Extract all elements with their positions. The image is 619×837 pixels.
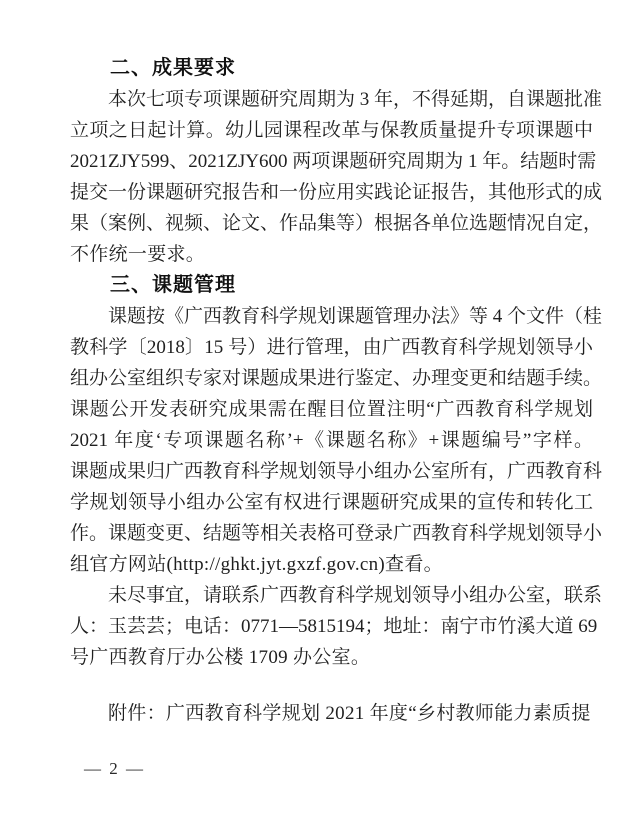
contact-line: 号广西教育厅办公楼 1709 办公室。 xyxy=(70,647,371,668)
text-line: 作。课题变更、结题等相关表格可登录广西教育科学规划领导小 xyxy=(70,523,603,544)
section-2-heading: 二、成果要求 xyxy=(110,57,236,79)
text-line: 学规划领导小组办公室有权进行课题研究成果的宣传和转化工 xyxy=(70,492,593,513)
contact-line: 未尽事宜，请联系广西教育科学规划领导小组办公室，联系 xyxy=(108,585,603,606)
document-body xyxy=(70,53,603,729)
page-number: — 2 — xyxy=(84,759,145,778)
text-line: 立项之日起计算。幼儿园课程改革与保教质量提升专项课题中 xyxy=(70,120,593,141)
text-line: 不作统一要求。 xyxy=(70,244,206,265)
text-line: 本次七项专项课题研究周期为 3 年，不得延期，自课题批准 xyxy=(108,89,603,110)
attachment-line: 附件：广西教育科学规划 2021 年度“乡村教师能力素质提 xyxy=(108,703,591,724)
text-line: 提交一份课题研究报告和一份应用实践论证报告，其他形式的成 xyxy=(70,182,603,203)
text-line: 2021ZJY599、2021ZJY600 两项课题研究周期为 1 年。结题时需 xyxy=(70,151,597,172)
text-line: 教科学〔2018〕15 号）进行管理，由广西教育科学规划领导小 xyxy=(70,337,593,358)
text-line: 课题成果归广西教育科学规划领导小组办公室所有，广西教育科 xyxy=(70,461,603,482)
contact-line: 人：玉芸芸；电话：0771—5815194；地址：南宁市竹溪大道 69 xyxy=(70,616,598,637)
page-footer xyxy=(84,758,145,780)
text-line: 果（案例、视频、论文、作品集等）根据各单位选题情况自定， xyxy=(70,213,603,234)
blank-gap xyxy=(70,673,593,698)
text-line: 组办公室组织专家对课题成果进行鉴定、办理变更和结题手续。 xyxy=(70,368,603,389)
text-line: 课题公开发表研究成果需在醒目位置注明“广西教育科学规划 xyxy=(70,399,593,420)
section-3-heading: 三、课题管理 xyxy=(110,274,236,296)
website-line: 组官方网站(http://ghkt.jyt.gxzf.gov.cn)查看。 xyxy=(70,554,443,575)
text-line: 课题按《广西教育科学规划课题管理办法》等 4 个文件（桂 xyxy=(108,306,603,327)
text-line: 2021 年度‘专项课题名称’+《课题名称》+课题编号”字样。 xyxy=(70,430,593,451)
